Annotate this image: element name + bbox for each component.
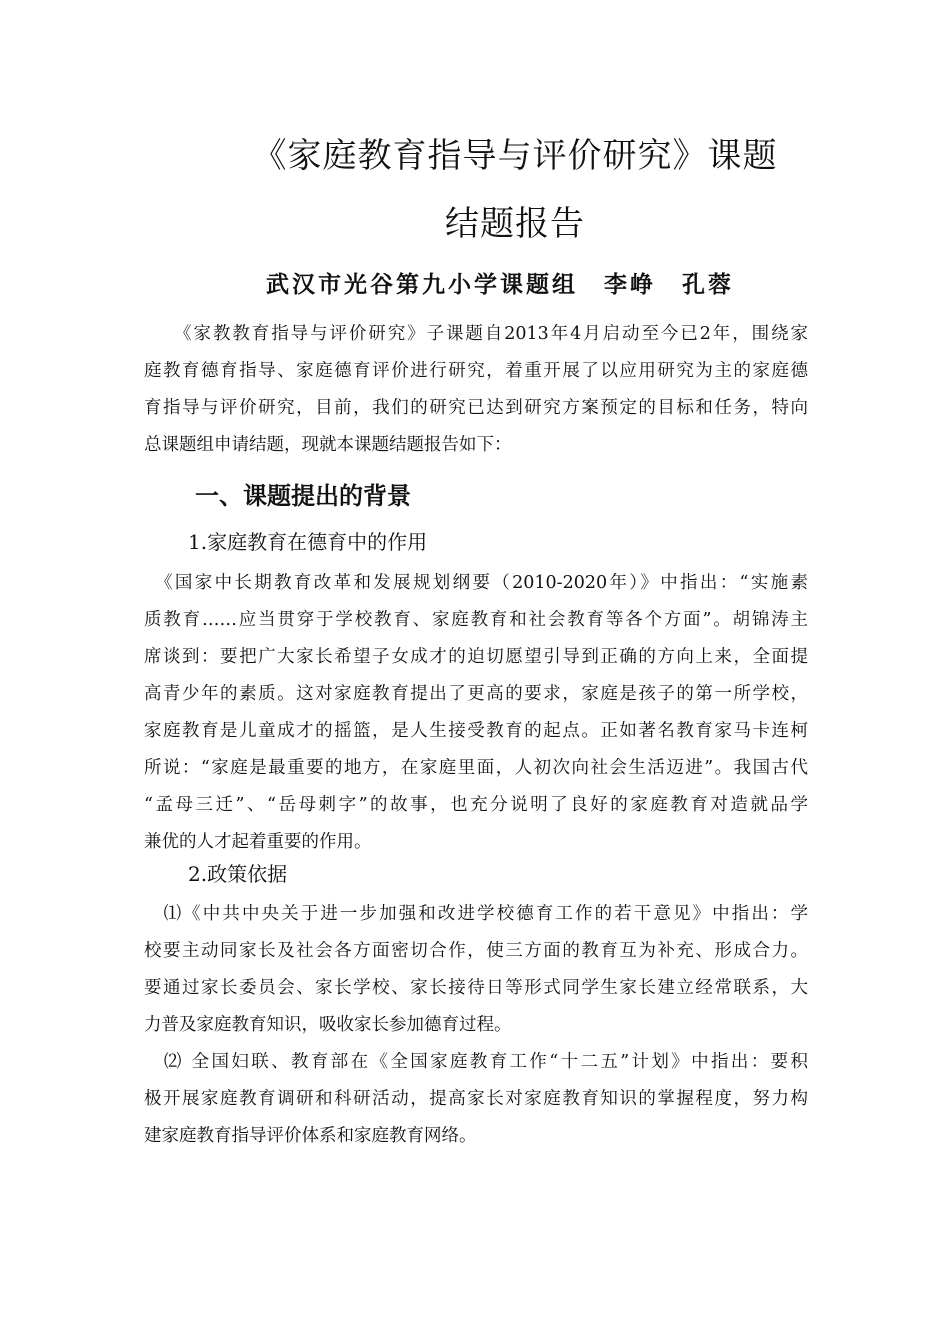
author-name: 李峥 [604,271,656,298]
intro-paragraph [144,316,808,464]
paragraph-line: 要通过家长委员会、家长学校、家长接待日等形式同学生家长建立经常联系，大 [144,978,808,998]
paragraph-line: 高青少年的素质。这对家庭教育提出了更高的要求，家庭是孩子的第一所学校， [144,684,808,704]
paragraph-line: 兼优的人才起着重要的作用。 [144,832,372,852]
report-title: 《家庭教育指导与评价研究》课题 [252,136,778,176]
author-line [0,266,950,299]
paragraph-line: 所说：“家庭是最重要的地方，在家庭里面，人初次向社会生活迈进”。我国古代 [144,758,808,778]
author-name: 孔蓉 [682,271,734,298]
paragraph-line: 力普及家庭教育知识，吸收家长参加德育过程。 [144,1015,512,1035]
paragraph-line: 庭教育德育指导、家庭德育评价进行研究，着重开展了以应用研究为主的家庭德 [144,361,808,381]
subsection-heading: 2.政策依据 [188,862,288,886]
section-heading: 一、课题提出的背景 [195,482,411,510]
paragraph-line: ⑴《中共中央关于进一步加强和改进学校德育工作的若干意见》中指出：学 [144,904,808,924]
policy-item-1 [144,896,808,1044]
paragraph-line: 校要主动同家长及社会各方面密切合作，使三方面的教育互为补充、形成合力。 [144,941,808,961]
paragraph-line: 极开展家庭教育调研和科研活动，提高家长对家庭教育知识的掌握程度，努力构 [144,1089,808,1109]
paragraph-line: 席谈到：要把广大家长希望子女成才的迫切愿望引导到正确的方向上来，全面提 [144,647,808,667]
paragraph-line: 总课题组申请结题，现就本课题结题报告如下： [144,435,512,455]
subsection-heading: 1.家庭教育在德育中的作用 [188,530,428,554]
paragraph-line: 育指导与评价研究，目前，我们的研究已达到研究方案预定的目标和任务，特向 [144,398,808,418]
policy-item-2 [144,1044,808,1155]
paragraph-line: 《国家中长期教育改革和发展规划纲要（2010-2020年）》中指出：“实施素 [144,573,808,593]
report-subtitle: 结题报告 [445,204,585,244]
research-group: 武汉市光谷第九小学课题组 [266,271,578,298]
paragraph-line: 《家教教育指导与评价研究》子课题自2013年4月启动至今已2年，围绕家 [144,324,808,344]
paragraph-line: “孟母三迁”、“岳母刺字”的故事，也充分说明了良好的家庭教育对造就品学 [144,795,808,815]
paragraph-line: 质教育……应当贯穿于学校教育、家庭教育和社会教育等各个方面”。胡锦涛主 [144,610,808,630]
paragraph-line: 家庭教育是儿童成才的摇篮，是人生接受教育的起点。正如著名教育家马卡连柯 [144,721,808,741]
paragraph-line: 建家庭教育指导评价体系和家庭教育网络。 [144,1126,477,1146]
background-paragraph [144,565,808,861]
paragraph-line: ⑵ 全国妇联、教育部在《全国家庭教育工作“十二五”计划》中指出：要积 [144,1052,808,1072]
